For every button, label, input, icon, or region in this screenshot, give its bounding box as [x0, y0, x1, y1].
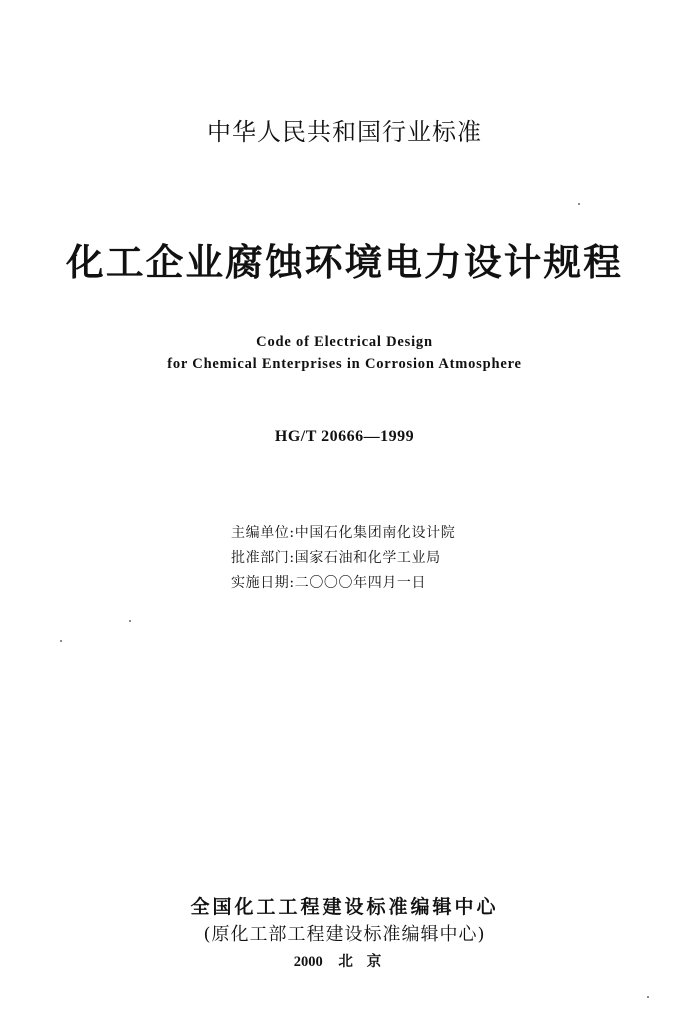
- scan-speck: [578, 203, 580, 205]
- scan-speck: [60, 640, 62, 642]
- publication-year: 2000: [293, 954, 323, 970]
- approving-department: 批准部门:国家石油和化学工业局: [231, 550, 441, 566]
- standard-type-header: 中华人民共和国行业标准: [207, 118, 482, 146]
- publication-line: [0, 950, 689, 971]
- document-title-english-line-2: for Chemical Enterprises in Corrosion Atmosphere: [167, 356, 522, 372]
- editor-unit: 主编单位:中国石化集团南化设计院: [231, 525, 456, 541]
- publication-info-block: [231, 521, 455, 596]
- publisher-former-name: (原化工部工程建设标准编辑中心): [203, 924, 486, 945]
- scan-speck: [129, 620, 131, 622]
- publication-city: 北京: [338, 954, 396, 970]
- publisher-name: 全国化工工程建设标准编辑中心: [190, 896, 499, 918]
- document-title-chinese: 化工企业腐蚀环境电力设计规程: [66, 241, 623, 284]
- effective-date: 实施日期:二〇〇〇年四月一日: [231, 575, 427, 591]
- document-title-english-line-1: Code of Electrical Design: [256, 334, 433, 350]
- standard-code: HG/T 20666—1999: [274, 428, 415, 445]
- scan-speck: [647, 996, 649, 998]
